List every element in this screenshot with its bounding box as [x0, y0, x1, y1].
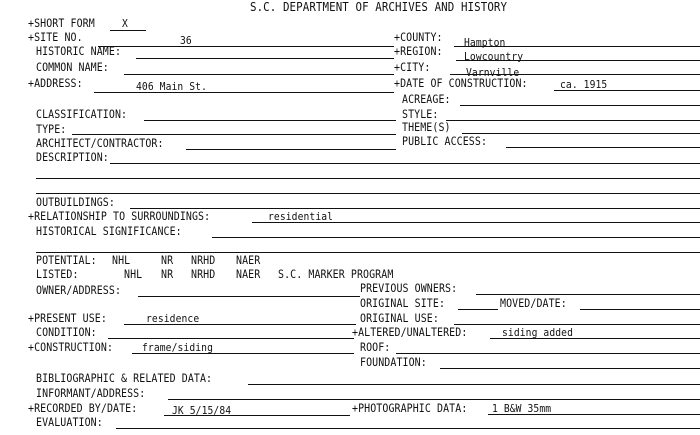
potential-option-nrhd[interactable]: NRHD [191, 254, 216, 267]
address-value[interactable]: 406 Main St. [136, 80, 207, 93]
moved-date-line [580, 309, 700, 310]
short-form-line [110, 30, 146, 31]
style-label: STYLE: [402, 108, 439, 121]
potential-label: POTENTIAL: [36, 254, 97, 267]
region-line [456, 60, 700, 61]
potential-option-nr[interactable]: NR [161, 254, 174, 267]
potential-option-nhl[interactable]: NHL [112, 254, 131, 267]
description-line-3 [36, 193, 700, 194]
short-form-label: +SHORT FORM [28, 17, 95, 30]
public-access-line [506, 147, 700, 148]
roof-line [396, 353, 700, 354]
style-line [446, 120, 700, 121]
informant-line [168, 399, 700, 400]
date-construction-line [554, 90, 700, 91]
acreage-label: ACREAGE: [402, 93, 451, 106]
recorded-by-line [164, 415, 350, 416]
original-use-line [454, 324, 700, 325]
short-form-value[interactable]: X [122, 17, 128, 30]
site-no-value[interactable]: 36 [180, 34, 192, 47]
address-label: +ADDRESS: [28, 77, 83, 90]
bibliographic-line [248, 384, 700, 385]
original-site-line [458, 309, 498, 310]
construction-label: +CONSTRUCTION: [28, 341, 114, 354]
foundation-label: FOUNDATION: [360, 356, 427, 369]
historic-name-label: HISTORIC NAME: [36, 45, 122, 58]
recorded-by-value[interactable]: JK 5/15/84 [172, 404, 232, 417]
listed-option-nhl[interactable]: NHL [124, 268, 143, 281]
type-label: TYPE: [36, 123, 67, 136]
evaluation-label: EVALUATION: [36, 416, 103, 429]
architect-line [186, 149, 396, 150]
evaluation-line [116, 428, 700, 429]
city-line [450, 74, 700, 75]
foundation-line [440, 368, 700, 369]
listed-option-sc-marker[interactable]: S.C. MARKER PROGRAM [278, 268, 394, 281]
type-line [72, 134, 396, 135]
date-construction-value[interactable]: ca. 1915 [560, 78, 608, 91]
significance-label: HISTORICAL SIGNIFICANCE: [36, 225, 182, 238]
present-use-line [124, 324, 356, 325]
potential-option-naer[interactable]: NAER [236, 254, 261, 267]
owner-line [138, 296, 360, 297]
city-label: +CITY: [394, 61, 431, 74]
original-use-label: ORIGINAL USE: [360, 312, 439, 325]
altered-label: +ALTERED/UNALTERED: [352, 326, 468, 339]
address-line [94, 92, 394, 93]
photographic-data-value[interactable]: 1 B&W 35mm [492, 402, 552, 415]
historic-name-line [136, 58, 394, 59]
listed-label: LISTED: [36, 268, 79, 281]
owner-label: OWNER/ADDRESS: [36, 284, 122, 297]
significance-line-2 [36, 252, 700, 253]
relationship-label: +RELATIONSHIP TO SURROUNDINGS: [28, 210, 211, 223]
relationship-line [252, 222, 700, 223]
previous-owners-line [476, 294, 700, 295]
classification-line [144, 120, 396, 121]
description-label: DESCRIPTION: [36, 151, 109, 164]
themes-label: THEME(S) [402, 121, 451, 134]
outbuildings-line [130, 208, 700, 209]
county-line [454, 46, 700, 47]
significance-line [212, 237, 700, 238]
site-no-line [98, 46, 394, 47]
photographic-data-line [488, 414, 700, 415]
themes-line [462, 133, 700, 134]
listed-option-naer[interactable]: NAER [236, 268, 261, 281]
relationship-value[interactable]: residential [268, 210, 334, 223]
region-label: +REGION: [394, 45, 443, 58]
altered-value[interactable]: siding added [502, 326, 573, 339]
informant-label: INFORMANT/ADDRESS: [36, 387, 146, 400]
description-line-2 [36, 178, 700, 179]
architect-label: ARCHITECT/CONTRACTOR: [36, 137, 164, 150]
moved-date-label: MOVED/DATE: [500, 297, 567, 310]
photographic-data-label: +PHOTOGRAPHIC DATA: [352, 402, 468, 415]
present-use-value[interactable]: residence [146, 312, 200, 325]
classification-label: CLASSIFICATION: [36, 108, 128, 121]
listed-option-nrhd[interactable]: NRHD [191, 268, 216, 281]
bibliographic-label: BIBLIOGRAPHIC & RELATED DATA: [36, 372, 213, 385]
altered-line [490, 338, 700, 339]
condition-label: CONDITION: [36, 326, 97, 339]
construction-value[interactable]: frame/siding [142, 341, 213, 354]
construction-line [132, 353, 354, 354]
outbuildings-label: OUTBUILDINGS: [36, 196, 115, 209]
roof-label: ROOF: [360, 341, 391, 354]
common-name-label: COMMON NAME: [36, 61, 109, 74]
county-label: +COUNTY: [394, 31, 443, 44]
description-line-1 [110, 163, 700, 164]
original-site-label: ORIGINAL SITE: [360, 297, 446, 310]
date-construction-label: +DATE OF CONSTRUCTION: [394, 77, 528, 90]
present-use-label: +PRESENT USE: [28, 312, 107, 325]
common-name-line [124, 74, 394, 75]
form-title: S.C. DEPARTMENT OF ARCHIVES AND HISTORY [250, 0, 508, 14]
condition-line [108, 338, 354, 339]
county-value[interactable]: Hampton [464, 36, 506, 49]
previous-owners-label: PREVIOUS OWNERS: [360, 282, 458, 295]
city-value[interactable]: Varnville [466, 66, 520, 79]
listed-option-nr[interactable]: NR [161, 268, 174, 281]
site-no-label: +SITE NO. [28, 31, 83, 44]
recorded-by-label: +RECORDED BY/DATE: [28, 402, 138, 415]
acreage-line [460, 105, 700, 106]
region-value[interactable]: Lowcountry [464, 50, 524, 63]
public-access-label: PUBLIC ACCESS: [402, 135, 488, 148]
